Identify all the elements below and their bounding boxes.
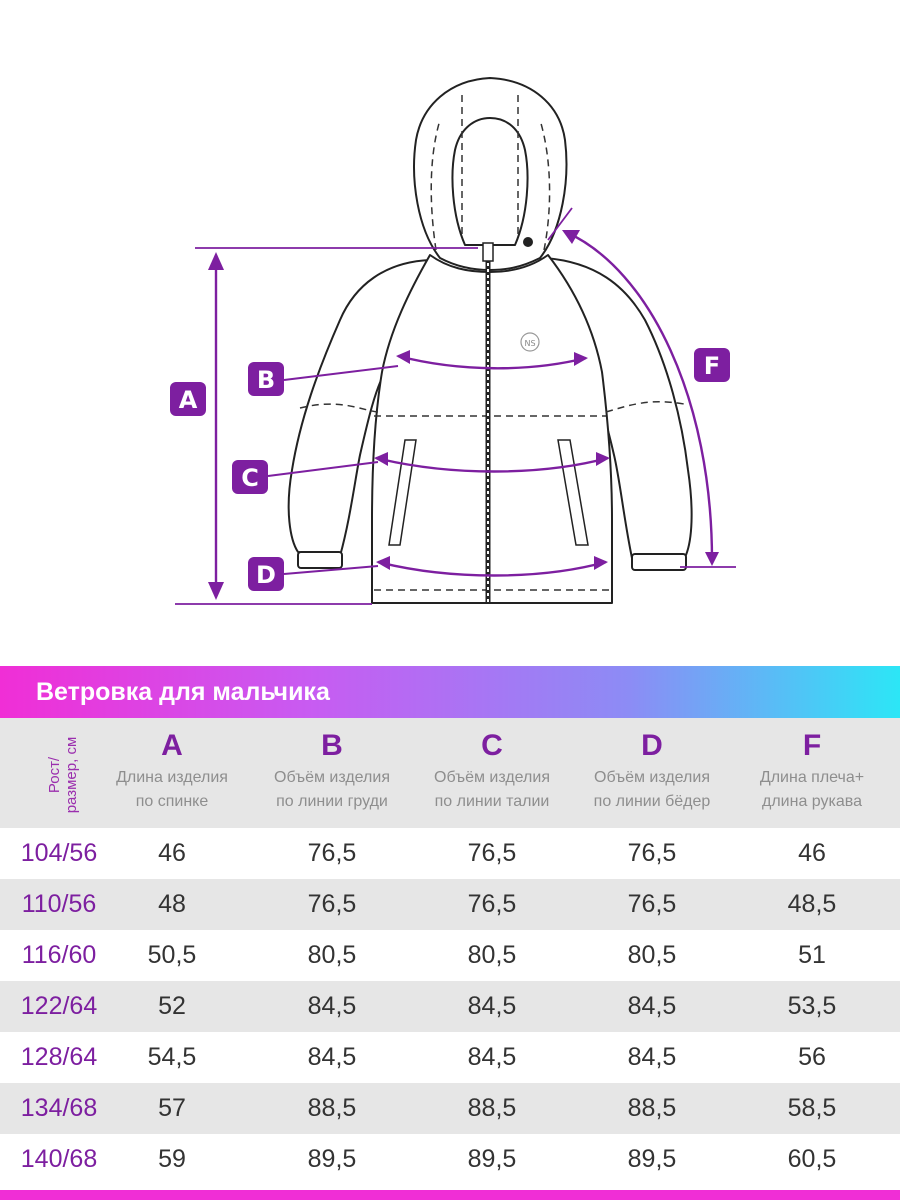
value-cell: 76,5 [627,839,677,867]
value-cell: 76,5 [627,890,677,918]
value-cell: 56 [798,1043,826,1071]
size-cell: 116/60 [21,941,97,969]
size-cell: 110/56 [21,890,97,918]
column-letter: C [481,729,503,762]
value-cell: 60,5 [787,1145,837,1173]
column-header-f [732,728,892,814]
size-cell: 122/64 [20,992,98,1020]
value-cell: 88,5 [467,1094,517,1122]
brand-logo [521,333,539,351]
column-header-b [252,728,412,814]
column-letter: A [161,729,183,762]
column-desc-line1: Объём изделия [594,769,710,786]
value-cell: 89,5 [627,1145,677,1173]
svg-text:D: D [256,561,276,589]
column-desc-line2: по спинке [135,793,209,810]
table-title-banner [0,666,900,718]
value-cell: 59 [158,1145,186,1173]
badge-c [232,460,268,494]
value-cell: 58,5 [787,1094,837,1122]
value-cell: 48 [158,890,186,918]
right-cuff [632,554,686,570]
value-cell: 53,5 [787,992,837,1020]
table-row [0,930,900,981]
svg-text:B: B [256,366,276,394]
table-row [0,879,900,930]
badge-b [248,362,284,396]
table-row [0,981,900,1032]
svg-text:NS: NS [524,339,536,348]
value-cell: 84,5 [627,1043,677,1071]
value-cell: 80,5 [307,941,357,969]
size-cell: 128/64 [20,1043,98,1071]
table-row [0,1134,900,1185]
value-cell: 57 [158,1094,186,1122]
table-title: Ветровка для мальчика [36,678,330,706]
column-desc-line2: по линии талии [434,793,550,810]
size-column-caption: Рост/ размер, см [46,736,80,814]
value-cell: 80,5 [467,941,517,969]
column-header-d [572,728,732,814]
bottom-accent-bar [0,1190,900,1200]
size-cell: 104/56 [20,839,98,867]
value-cell: 84,5 [627,992,677,1020]
value-cell: 51 [798,941,826,969]
value-cell: 76,5 [467,890,517,918]
column-letter: D [641,729,663,762]
column-letter: F [802,729,822,762]
value-cell: 84,5 [307,992,357,1020]
value-cell: 76,5 [307,890,357,918]
column-letter: B [321,729,343,762]
jacket-body [372,255,612,603]
value-cell: 84,5 [307,1043,357,1071]
badge-a [170,382,206,416]
svg-text:F: F [703,352,721,380]
value-cell: 84,5 [467,1043,517,1071]
table-row [0,1083,900,1134]
badge-f [694,348,730,382]
value-cell: 50,5 [147,941,197,969]
value-cell: 80,5 [627,941,677,969]
value-cell: 54,5 [147,1043,197,1071]
value-cell: 89,5 [307,1145,357,1173]
table-row [0,828,900,879]
value-cell: 46 [158,839,186,867]
column-header-a [92,728,252,814]
value-cell: 88,5 [627,1094,677,1122]
value-cell: 46 [798,839,826,867]
size-cell: 140/68 [20,1145,98,1173]
value-cell: 52 [158,992,186,1020]
column-desc-line2: по линии бёдер [593,793,711,810]
table-row [0,1032,900,1083]
svg-text:A: A [178,386,198,414]
value-cell: 84,5 [467,992,517,1020]
hood-inner [452,118,527,245]
value-cell: 76,5 [307,839,357,867]
column-desc-line1: Длина плеча+ [759,769,865,786]
size-cell: 134/68 [20,1094,98,1122]
column-desc-line2: длина рукава [762,793,862,810]
hood-button [523,237,533,247]
column-desc-line1: Длина изделия [116,769,228,786]
column-desc-line1: Объём изделия [434,769,550,786]
column-desc-line2: по линии груди [276,793,388,810]
value-cell: 88,5 [307,1094,357,1122]
badge-d [248,557,284,591]
value-cell: 76,5 [467,839,517,867]
value-cell: 48,5 [787,890,837,918]
left-cuff [298,552,342,568]
column-desc-line1: Объём изделия [274,769,390,786]
column-header-c [412,728,572,814]
svg-text:C: C [241,464,259,492]
value-cell: 89,5 [467,1145,517,1173]
